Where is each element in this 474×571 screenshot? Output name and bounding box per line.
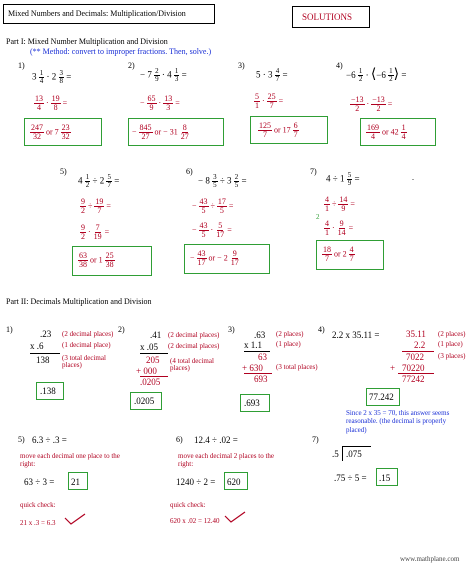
d4-row2: 70220: [402, 363, 425, 373]
d4-row1: 7022: [406, 352, 424, 362]
d1-note1: (2 decimal places): [62, 330, 114, 338]
d3-row2: + 630: [242, 363, 263, 373]
d2-answer: .0205: [134, 396, 155, 406]
p2-step: − $\frac{65}{9}$ · $\frac{13}{3}$ =: [140, 94, 180, 112]
d5-check-label: quick check:: [20, 501, 56, 509]
d7-dividend: .075: [346, 449, 362, 459]
d1-rule: [30, 353, 60, 354]
d3-note2: (1 place): [276, 340, 301, 348]
d4-note3: (3 places): [438, 352, 466, 360]
d3-row3: 693: [254, 374, 268, 384]
p4-number: 4): [336, 61, 343, 70]
stray-dot: .: [412, 173, 414, 182]
solutions-label: SOLUTIONS: [302, 12, 353, 22]
d5-answer: 21: [71, 477, 80, 487]
p6-number: 6): [186, 167, 193, 176]
d1-answer: .138: [40, 386, 56, 396]
p6-answer: − $\frac{43}{17}$ or − 2 $\frac{9}{17}$: [190, 249, 239, 267]
part1-method: (** Method: convert to improper fractions. Then, solve.): [30, 47, 212, 56]
d5-check: 21 x .3 = 6.3: [20, 519, 56, 527]
d4-number: 4): [318, 325, 325, 334]
d3-factor-b: x 1.1: [244, 340, 262, 350]
part2-heading: Part II: Decimals Multiplication and Division: [6, 297, 152, 306]
d3-answer: .693: [244, 398, 260, 408]
d5-work: 63 ÷ 3 =: [24, 477, 55, 487]
d4-note2: (1 place): [438, 340, 463, 348]
p7-cancel-mark: 2: [316, 213, 320, 221]
d4-problem: 2.2 x 35.11 =: [332, 330, 380, 340]
p3-problem: 5 · 3 $\frac{4}{7}$ =: [256, 67, 288, 83]
d2-row1: 205: [146, 355, 160, 365]
d2-number: 2): [118, 325, 125, 334]
d2-factor-b: x .05: [140, 342, 158, 352]
p1-number: 1): [18, 61, 25, 70]
d2-note1: (2 decimal places): [168, 331, 220, 339]
p6-problem: − 8 $\frac{3}{5}$ ÷ 3 $\frac{2}{5}$ =: [198, 173, 247, 189]
d6-problem: 12.4 ÷ .02 =: [194, 435, 238, 445]
p3-step: $\frac{5}{1}$ · $\frac{25}{7}$ =: [255, 92, 284, 110]
p6-step1: − $\frac{43}{5}$ ÷ $\frac{17}{5}$ =: [192, 197, 234, 215]
d3-row1: 63: [258, 352, 267, 362]
d1-note3: (3 total decimal places): [62, 354, 106, 369]
d3-factor-a: .63: [254, 330, 266, 340]
d1-result: 138: [36, 355, 50, 365]
p7-step1: $\frac{4}{1}$ ÷ $\frac{14}{9}$ =: [325, 195, 355, 213]
d2-row3: .0205: [140, 377, 161, 387]
p5-answer: $\frac{63}{38}$ or 1 $\frac{25}{38}$: [79, 251, 114, 269]
p2-number: 2): [128, 61, 135, 70]
d1-factor-b: x .6: [30, 341, 44, 351]
p4-problem: −6 $\frac{1}{2}$ · ⟨−6 $\frac{1}{2}$ ⟩ =: [346, 67, 407, 84]
d6-answer: 620: [227, 477, 241, 487]
p2-problem: − 7 $\frac{2}{9}$ · 4 $\frac{1}{3}$ =: [140, 67, 187, 83]
d4-factor-b: 2.2: [414, 340, 426, 350]
d6-number: 6): [176, 435, 183, 444]
d2-factor-a: .41: [150, 330, 162, 340]
p5-number: 5): [60, 167, 67, 176]
d5-problem: 6.3 ÷ .3 =: [32, 435, 67, 445]
d5-number: 5): [18, 435, 25, 444]
d4-note1: (2 places): [438, 330, 466, 338]
p1-step: $\frac{13}{4}$ · $\frac{19}{8}$ =: [35, 94, 68, 112]
d1-number: 1): [6, 325, 13, 334]
d3-note3: (3 total places): [276, 363, 318, 371]
d3-note1: (2 places): [276, 330, 304, 338]
d7-work: .75 ÷ 5 =: [334, 473, 367, 483]
p5-step1: $\frac{9}{2}$ ÷ $\frac{19}{7}$ =: [81, 197, 111, 215]
p7-number: 7): [310, 167, 317, 176]
d1-factor-a: .23: [40, 329, 52, 339]
d4-note: Since 2 x 35 = 70, this answer seems reasonable. (the decimal is properly placed): [346, 409, 450, 434]
d6-check-label: quick check:: [170, 501, 206, 509]
d3-number: 3): [228, 325, 235, 334]
d4-answer: 77.242: [369, 392, 394, 402]
p7-answer: $\frac{18}{7}$ or 2 $\frac{4}{7}$: [323, 245, 354, 263]
d7-answer: .15: [379, 473, 391, 483]
footer-url: www.mathplane.com: [400, 555, 460, 563]
d5-note: move each decimal one place to the right:: [20, 452, 120, 469]
d6-check: 620 x .02 = 12.40: [170, 517, 220, 525]
part1-heading: Part I: Mixed Number Multiplication and Division: [6, 37, 168, 46]
page-title: Mixed Numbers and Decimals: Multiplication/Division: [8, 9, 186, 18]
d2-rule1: [140, 353, 168, 354]
p1-answer: $\frac{247}{32}$ or 7 $\frac{23}{32}$: [31, 123, 70, 141]
p3-number: 3): [238, 61, 245, 70]
p3-answer: $\frac{125}{7}$ or 17 $\frac{6}{7}$: [259, 121, 298, 139]
d6-check-mark: [224, 510, 246, 524]
d1-note2: (1 decimal place): [62, 341, 111, 349]
p4-step: $\frac{-13}{2}$ · $\frac{-13}{2}$ =: [351, 95, 393, 113]
d2-note2: (2 decimal places): [168, 342, 220, 350]
d2-row2: + 000: [136, 366, 157, 376]
d7-divisor: .5: [332, 449, 339, 459]
d5-check-mark: [64, 512, 86, 526]
d6-note: move each decimal 2 places to the right:: [178, 452, 275, 469]
p1-problem: 3 $\frac{1}{4}$ · 2 $\frac{3}{8}$ =: [32, 69, 72, 85]
d2-note3: (4 total decimal places): [170, 357, 214, 372]
p7-problem: 4 ÷ 1 $\frac{5}{9}$ =: [326, 171, 360, 187]
p6-step2: − $\frac{43}{5}$ · $\frac{5}{17}$ =: [192, 221, 232, 239]
d4-row3: 77242: [402, 374, 425, 384]
p4-answer: $\frac{169}{4}$ or 42 $\frac{1}{4}$: [367, 123, 406, 141]
p5-step2: $\frac{9}{2}$ · $\frac{7}{19}$ =: [81, 223, 110, 241]
d7-number: 7): [312, 435, 319, 444]
d4-plus: +: [390, 363, 396, 373]
d6-work: 1240 ÷ 2 =: [176, 477, 216, 487]
p7-step2: $\frac{4}{1}$ · $\frac{9}{14}$ =: [325, 219, 354, 237]
p2-answer: − $\frac{845}{27}$ or − 31 $\frac{8}{27}$: [132, 123, 189, 141]
d4-factor-a: 35.11: [406, 329, 426, 339]
p5-problem: 4 $\frac{1}{2}$ ÷ 2 $\frac{5}{7}$ =: [78, 173, 120, 189]
